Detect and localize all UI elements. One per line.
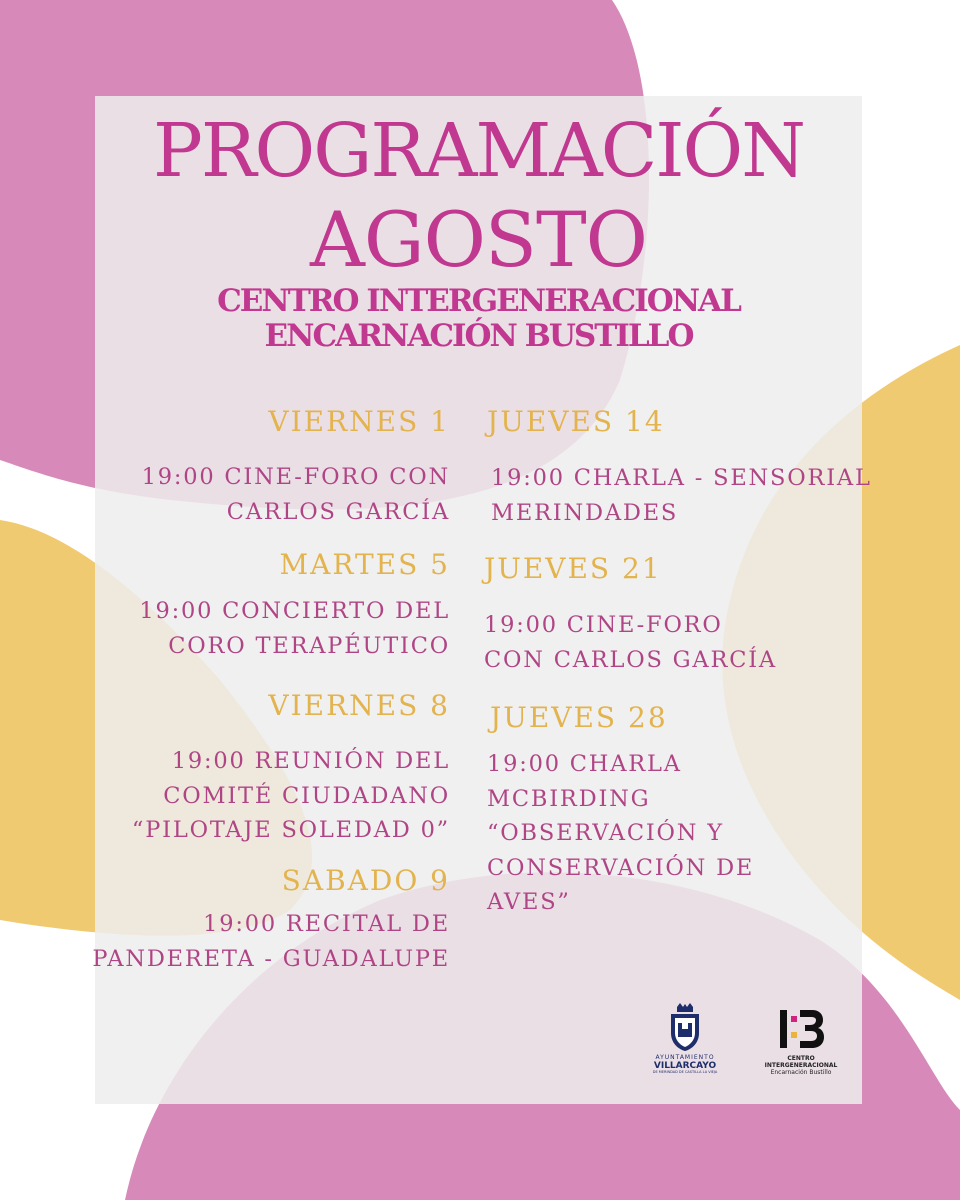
event-line: “OBSERVACIÓN Y (487, 820, 724, 846)
logo-text: CENTRO (787, 1055, 815, 1062)
event-text (487, 747, 754, 920)
event-text (92, 907, 450, 976)
event-line: 19:00 CINE-FORO (484, 612, 723, 638)
event-line: CONSERVACIÓN DE (487, 854, 755, 881)
day-heading: JUEVES 14 (487, 405, 665, 438)
logo-text: INTERGENERACIONAL (764, 1061, 838, 1069)
event-line: 19:00 CHARLA (487, 751, 682, 777)
event-text (139, 594, 450, 663)
event-line: AVES” (487, 889, 571, 915)
subtitle-line-2: ENCARNACIÓN BUSTILLO (264, 318, 693, 354)
event-line: 19:00 CHARLA - SENSORIAL (491, 465, 872, 491)
title-line-1: PROGRAMACIÓN (153, 108, 804, 194)
event-line: CORO TERAPÉUTICO (168, 632, 450, 659)
event-line: 19:00 CONCIERTO DEL (139, 598, 450, 624)
logo-text: Encarnación Bustillo (770, 1068, 832, 1076)
centro-logo (756, 1006, 846, 1077)
event-line: 19:00 REUNIÓN DEL (171, 748, 450, 774)
coat-of-arms-icon (668, 1003, 702, 1051)
subtitle-line-1: CENTRO INTERGENERACIONAL (217, 283, 740, 319)
event-line: MCBIRDING (487, 785, 651, 812)
event-text (142, 460, 450, 529)
logo-text: VILLARCAYO (653, 1060, 717, 1071)
event-line: MERINDADES (491, 499, 679, 526)
event-text (132, 744, 450, 848)
event-line: PANDERETA - GUADALUPE (92, 945, 450, 972)
event-text (491, 461, 872, 530)
event-line: 19:00 CINE-FORO CON (141, 464, 450, 490)
day-heading: JUEVES 28 (490, 701, 668, 734)
day-heading: MARTES 5 (279, 548, 450, 581)
day-heading: JUEVES 21 (484, 552, 662, 585)
villarcayo-logo (640, 1003, 730, 1075)
day-heading: SABADO 9 (281, 864, 450, 897)
day-heading: VIERNES 8 (268, 689, 450, 722)
event-line: 19:00 RECITAL DE (203, 911, 450, 937)
event-text (484, 608, 777, 677)
title-line-2: AGOSTO (310, 195, 647, 284)
event-line: CON CARLOS GARCÍA (484, 646, 777, 673)
event-line: COMITÉ CIUDADANO (163, 782, 450, 809)
logo-text: AYUNTAMIENTO (655, 1054, 715, 1061)
ib-mark-icon (776, 1006, 826, 1052)
day-heading: VIERNES 1 (268, 405, 450, 438)
event-line: “PILOTAJE SOLEDAD 0” (131, 817, 450, 843)
logo-text: DE MERINDAD DE CASTILLA LA VIEJA (652, 1070, 718, 1075)
event-line: CARLOS GARCÍA (226, 498, 450, 525)
